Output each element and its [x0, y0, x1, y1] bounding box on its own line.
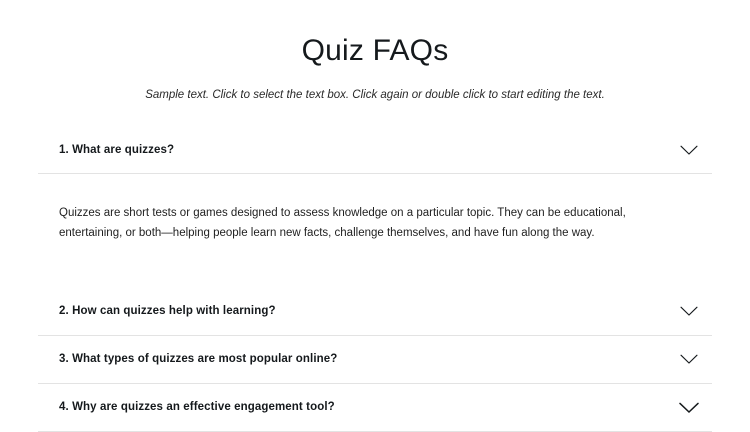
faq-question-text: 3. What types of quizzes are most popular online? — [59, 353, 338, 366]
faq-question-text: 1. What are quizzes? — [59, 143, 175, 156]
chevron-down-icon[interactable] — [679, 398, 699, 418]
faq-question-header[interactable] — [38, 336, 712, 383]
faq-question-header[interactable] — [38, 288, 712, 335]
faq-question-text: 2. How can quizzes help with learning? — [59, 305, 276, 318]
faq-item[interactable] — [38, 288, 712, 336]
chevron-down-icon[interactable] — [679, 350, 699, 370]
faq-answer-text: Quizzes are short tests or games designed to assess knowledge on a particular topic. They can be educational, entertaining, or both—helping people learn new facts, challenge themselves, and have fun along the way. — [59, 207, 626, 239]
page-title: Quiz FAQs — [301, 34, 449, 67]
chevron-down-icon[interactable] — [679, 140, 699, 160]
faq-answer-panel — [38, 174, 712, 288]
faq-item[interactable] — [38, 126, 712, 288]
faq-item[interactable] — [38, 336, 712, 384]
faq-item[interactable] — [38, 384, 712, 432]
page-subtitle: Sample text. Click to select the text box. Click again or double click to start editing the text. — [145, 89, 605, 101]
faq-list — [38, 126, 712, 432]
faq-question-text: 4. Why are quizzes an effective engagement tool? — [59, 401, 335, 414]
chevron-down-icon[interactable] — [679, 302, 699, 322]
faq-question-header[interactable] — [38, 126, 712, 174]
